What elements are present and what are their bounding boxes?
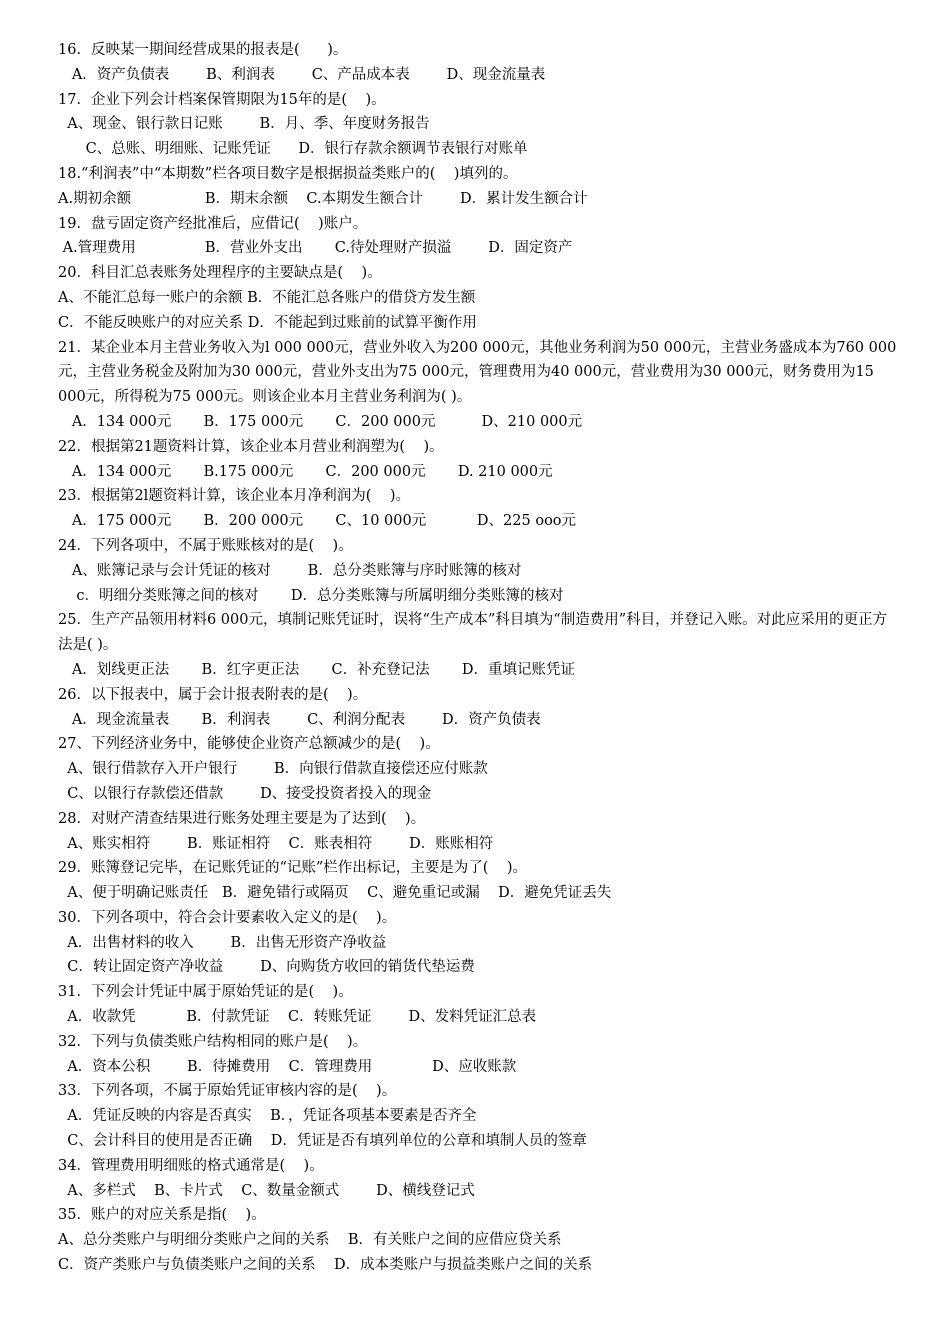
text-line: 33．下列各项，不属于原始凭证审核内容的是( )。 <box>58 1083 397 1100</box>
text-line: A、总分类账户与明细分类账户之间的关系 B．有关账户之间的应借应贷关系 <box>58 1232 562 1249</box>
text-line: 35．账户的对应关系是指( )。 <box>58 1207 266 1224</box>
text-line: c．明细分类账簿之间的核对 D．总分类账簿与所属明细分类账簿的核对 <box>58 587 564 604</box>
text-line: A．资本公积 B．待摊费用 C．管理费用 D、应收账款 <box>58 1058 517 1075</box>
text-line: 23．根据第2l题资料计算，该企业本月净利润为( )。 <box>58 488 411 505</box>
text-line: 26．以下报表中，属于会计报表附表的是( )。 <box>58 686 368 703</box>
text-line: 16．反映某一期间经营成果的报表是( )。 <box>58 42 348 58</box>
text-line: 25．生产产品领用材料6 000元，填制记账凭证时，误将“生产成本”科目填为“制造费用”科目，并登记入账。对此应采用的更正方法是( )。 <box>58 612 888 654</box>
text-line: 18.“利润表”中“本期数”栏各项目数字是根据损益类账户的( )填列的。 <box>58 165 518 182</box>
text-line: 27、下列经济业务中，能够使企业资产总额减少的是( )。 <box>58 736 440 753</box>
text-line: 21．某企业本月主营业务收入为l 000 000元，营业外收入为200 000元，其他业务利润为50 000元，主营业务盛成本为760 000元，主营业务税金及附加为30 000元，营业外支出为75 000元，管理费用为40 000元，营业费用为30 000元，财务费用为15 000元，所得税为75 000元。则该企业本月主营业务利润为( )。 <box>58 339 897 406</box>
text-line: A．现金流量表 B．利润表 C、利润分配表 D．资产负债表 <box>58 711 541 728</box>
text-line: A、银行借款存入开户银行 B．向银行借款直接偿还应付账款 <box>58 761 488 778</box>
text-line: A、账实相符 B．账证相符 C．账表相符 D．账账相符 <box>58 835 494 852</box>
text-line: C．转让固定资产净收益 D、向购货方收回的销货代垫运费 <box>58 959 475 976</box>
text-line: A．134 000元 B.175 000元 C．200 000元 D. 210 000元 <box>58 463 553 480</box>
text-line: A．出售材料的收入 B．出售无形资产净收益 <box>58 934 387 951</box>
text-line: C、以银行存款偿还借款 D、接受投资者投入的现金 <box>58 785 432 802</box>
text-line: 34．管理费用明细账的格式通常是( )。 <box>58 1157 324 1174</box>
text-line: 31．下列会计凭证中属于原始凭证的是( )。 <box>58 984 353 1001</box>
text-line: 30．下列各项中，符合会计要素收入定义的是( )。 <box>58 909 397 926</box>
text-line: 22．根据第21题资料计算，该企业本月营业利润塑为( )。 <box>58 438 444 455</box>
text-line: 17．企业下列会计档案保管期限为15年的是( )。 <box>58 91 386 108</box>
text-line: A、账簿记录与会计凭证的核对 B．总分类账簿与序时账簿的核对 <box>58 562 522 579</box>
document-body <box>58 38 898 1278</box>
text-line: A.管理费用 B．营业外支出 C.待处理财产损溢 D．固定资产 <box>58 240 573 257</box>
text-line: C．不能反映账户的对应关系 D．不能起到过账前的试算平衡作用 <box>58 314 477 331</box>
text-line: 29．账簿登记完毕，在记账凭证的“记账”栏作出标记，主要是为了( )。 <box>58 860 528 877</box>
text-line: 19．盘亏固定资产经批准后，应借记( )账户。 <box>58 215 368 232</box>
text-line: 24．下列各项中，不属于账账核对的是( )。 <box>58 537 353 554</box>
text-line: A、便于明确记账责任 B．避免错行或隔页 C、避免重记或漏 D．避免凭证丢失 <box>58 885 612 902</box>
text-line: C、会计科目的使用是否正确 D．凭证是否有填列单位的公章和填制人员的签章 <box>58 1133 587 1150</box>
text-line: A．划线更正法 B．红字更正法 C．补充登记法 D．重填记账凭证 <box>58 661 575 678</box>
text-line: A．资产负债表 B、利润表 C、产品成本表 D、现金流量表 <box>58 66 546 83</box>
text-line: A．134 000元 B．175 000元 C．200 000元 D、210 000元 <box>58 413 583 430</box>
text-line: A、多栏式 B、卡片式 C、数量金额式 D、横线登记式 <box>58 1182 475 1199</box>
text-line: A、现金、银行款日记账 B．月、季、年度财务报告 <box>58 116 430 133</box>
text-line: A．凭证反映的内容是否真实 B．，凭证各项基本要素是否齐全 <box>58 1108 477 1125</box>
text-line: A、不能汇总每一账户的余额 B．不能汇总各账户的借贷方发生额 <box>58 289 476 306</box>
text-line: 28．对财产清查结果进行账务处理主要是为了达到( )。 <box>58 810 426 827</box>
text-line: A．收款凭 B．付款凭证 C．转账凭证 D、发料凭证汇总表 <box>58 1009 537 1026</box>
text-line: A．175 000元 B．200 000元 C、10 000元 D、225 ooo元 <box>58 513 577 530</box>
text-line: A.期初余额 B．期末余额 C.本期发生额合计 D．累计发生额合计 <box>58 190 588 207</box>
text-line: 32．下列与负债类账户结构相同的账户是( )。 <box>58 1033 368 1050</box>
text-line: C．资产类账户与负债类账户之间的关系 D．成本类账户与损益类账户之间的关系 <box>58 1257 593 1274</box>
text-line: C、总账、明细账、记账凭证 D．银行存款余额调节表银行对账单 <box>58 141 528 158</box>
text-line: 20．科目汇总表账务处理程序的主要缺点是( )。 <box>58 265 382 282</box>
